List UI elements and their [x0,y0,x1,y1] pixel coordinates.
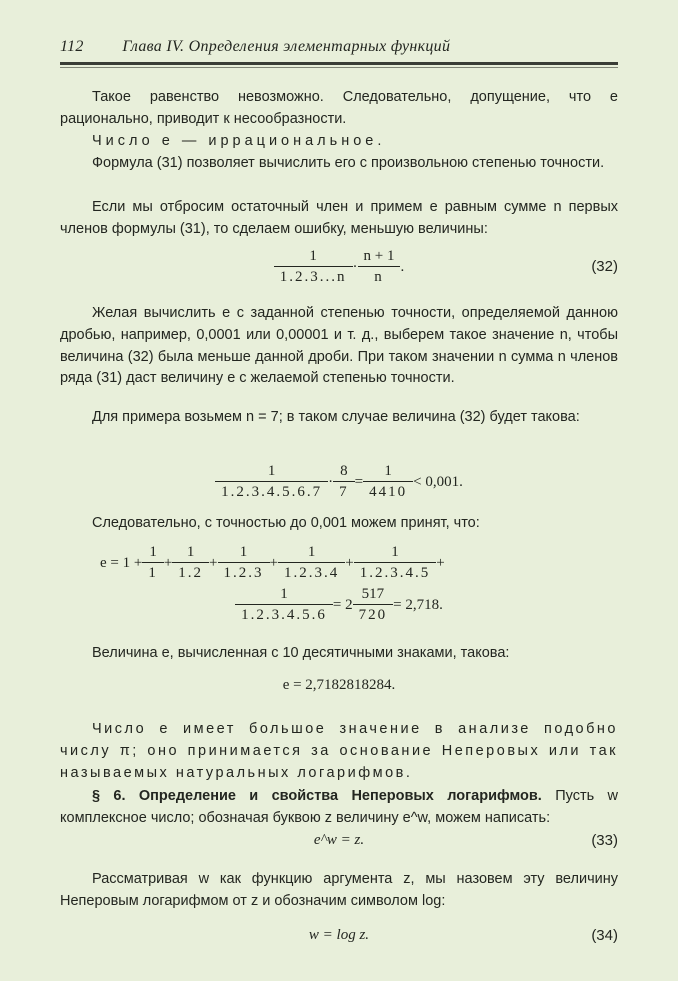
paragraph-4: Если мы отбросим остаточный член и примем e равным сумме n первых членов формулы (31), то сделаем ошибку, меньшую величины: [60,199,618,237]
paragraph-6: Для примера возьмем n = 7; в таком случае величина (32) будет такова: [92,409,580,425]
plus: + [436,554,445,571]
plus: + [345,554,354,571]
denominator: 1.2.3.4 [283,565,340,581]
paragraph-3: Формула (31) позволяет вычислить его с произвольною степенью точности. [92,155,605,171]
paragraph-7: Следовательно, с точностью до 0,001 можем принят, что: [92,515,480,531]
numerator: 8 [333,463,355,482]
paragraph-9: Число e имеет большое значение в анализе подобно числу π; оно принимается за основание Неперовых или так называемых натуральных логарифмов. [60,721,618,781]
numerator: n + 1 [358,248,401,267]
result: = 2,718. [393,596,443,613]
numerator: 1 [215,463,328,482]
period: . [400,258,405,275]
equation-series-row-1 [100,544,590,582]
denominator: 1.2.3 [223,565,264,581]
dot: · [352,258,358,275]
running-title: Глава IV. Определения элементарных функций [122,38,451,55]
denominator: 720 [358,607,388,623]
lhs: e = 1 + [100,554,143,571]
denominator: 1 [148,565,158,581]
numerator: 1 [235,586,333,605]
plus: + [209,554,218,571]
equation-number-32: (32) [591,258,618,275]
inequality: < 0,001. [413,473,463,490]
numerator: 1 [218,544,270,563]
header-rule-thin [60,67,618,68]
numerator: 517 [353,586,394,605]
denominator: n [374,269,384,285]
header-rule [60,62,618,65]
denominator: 1.2 [178,565,204,581]
paragraph-2: Число e — иррациональное. [92,133,386,149]
numerator: 1 [172,544,209,563]
denominator: 7 [339,484,349,500]
paragraph-8: Величина e, вычисленная с 10 десятичными знаками, такова: [92,645,510,661]
plus: + [163,554,173,571]
denominator: 1.2.3.4.5 [359,565,431,581]
numerator: 1 [278,544,345,563]
equation-number-33: (33) [591,832,618,849]
denominator: 1.2.3.4.5.6 [241,607,327,623]
section-heading: § 6. Определение и свойства Неперовых логарифмов. [92,788,542,804]
equals-2: = 2 [332,596,353,613]
numerator: 1 [363,463,413,482]
equation-e-value: e = 2,7182818284. [282,677,396,693]
paragraph-11: Рассматривая w как функцию аргумента z, мы назовем эту величину Неперовым логарифмом от z и обозначим символом log: [60,871,618,909]
equation-n7 [60,463,618,501]
denominator: 1.2.3.4.5.6.7 [221,484,323,500]
equation-series-row-2 [60,586,618,624]
paragraph-10-text: Пусть w комплексное число; обозначая буквою z величину e^w, можем написать: [60,788,618,826]
paragraph-5: Желая вычислить e с заданной степенью точности, определяемой данною дробью, например, 0,0001 или 0,00001 и т. д., выберем такое значение n, чтобы величина (32) была меньше данной дроби. При таком значении n сумма n членов ряда (31) даст величину e с желаемой степенью точности. [60,305,618,387]
equals: = [354,473,364,490]
equation-number-34: (34) [591,927,618,944]
numerator: 1 [142,544,164,563]
denominator: 4410 [369,484,408,500]
dot: · [328,473,334,490]
paragraph-1: Такое равенство невозможно. Следовательно, допущение, что e рационально, приводит к несообразности. [60,89,618,127]
numerator: 1 [354,544,437,563]
paragraph-10 [60,786,618,830]
denominator: 1.2.3...n [279,269,347,285]
equation-33: e^w = z. [313,832,365,848]
numerator: 1 [274,248,353,267]
plus: + [269,554,278,571]
equation-32 [60,248,618,286]
running-header [60,38,450,56]
equation-34: w = log z. [308,927,370,943]
page-number: 112 [60,38,84,55]
